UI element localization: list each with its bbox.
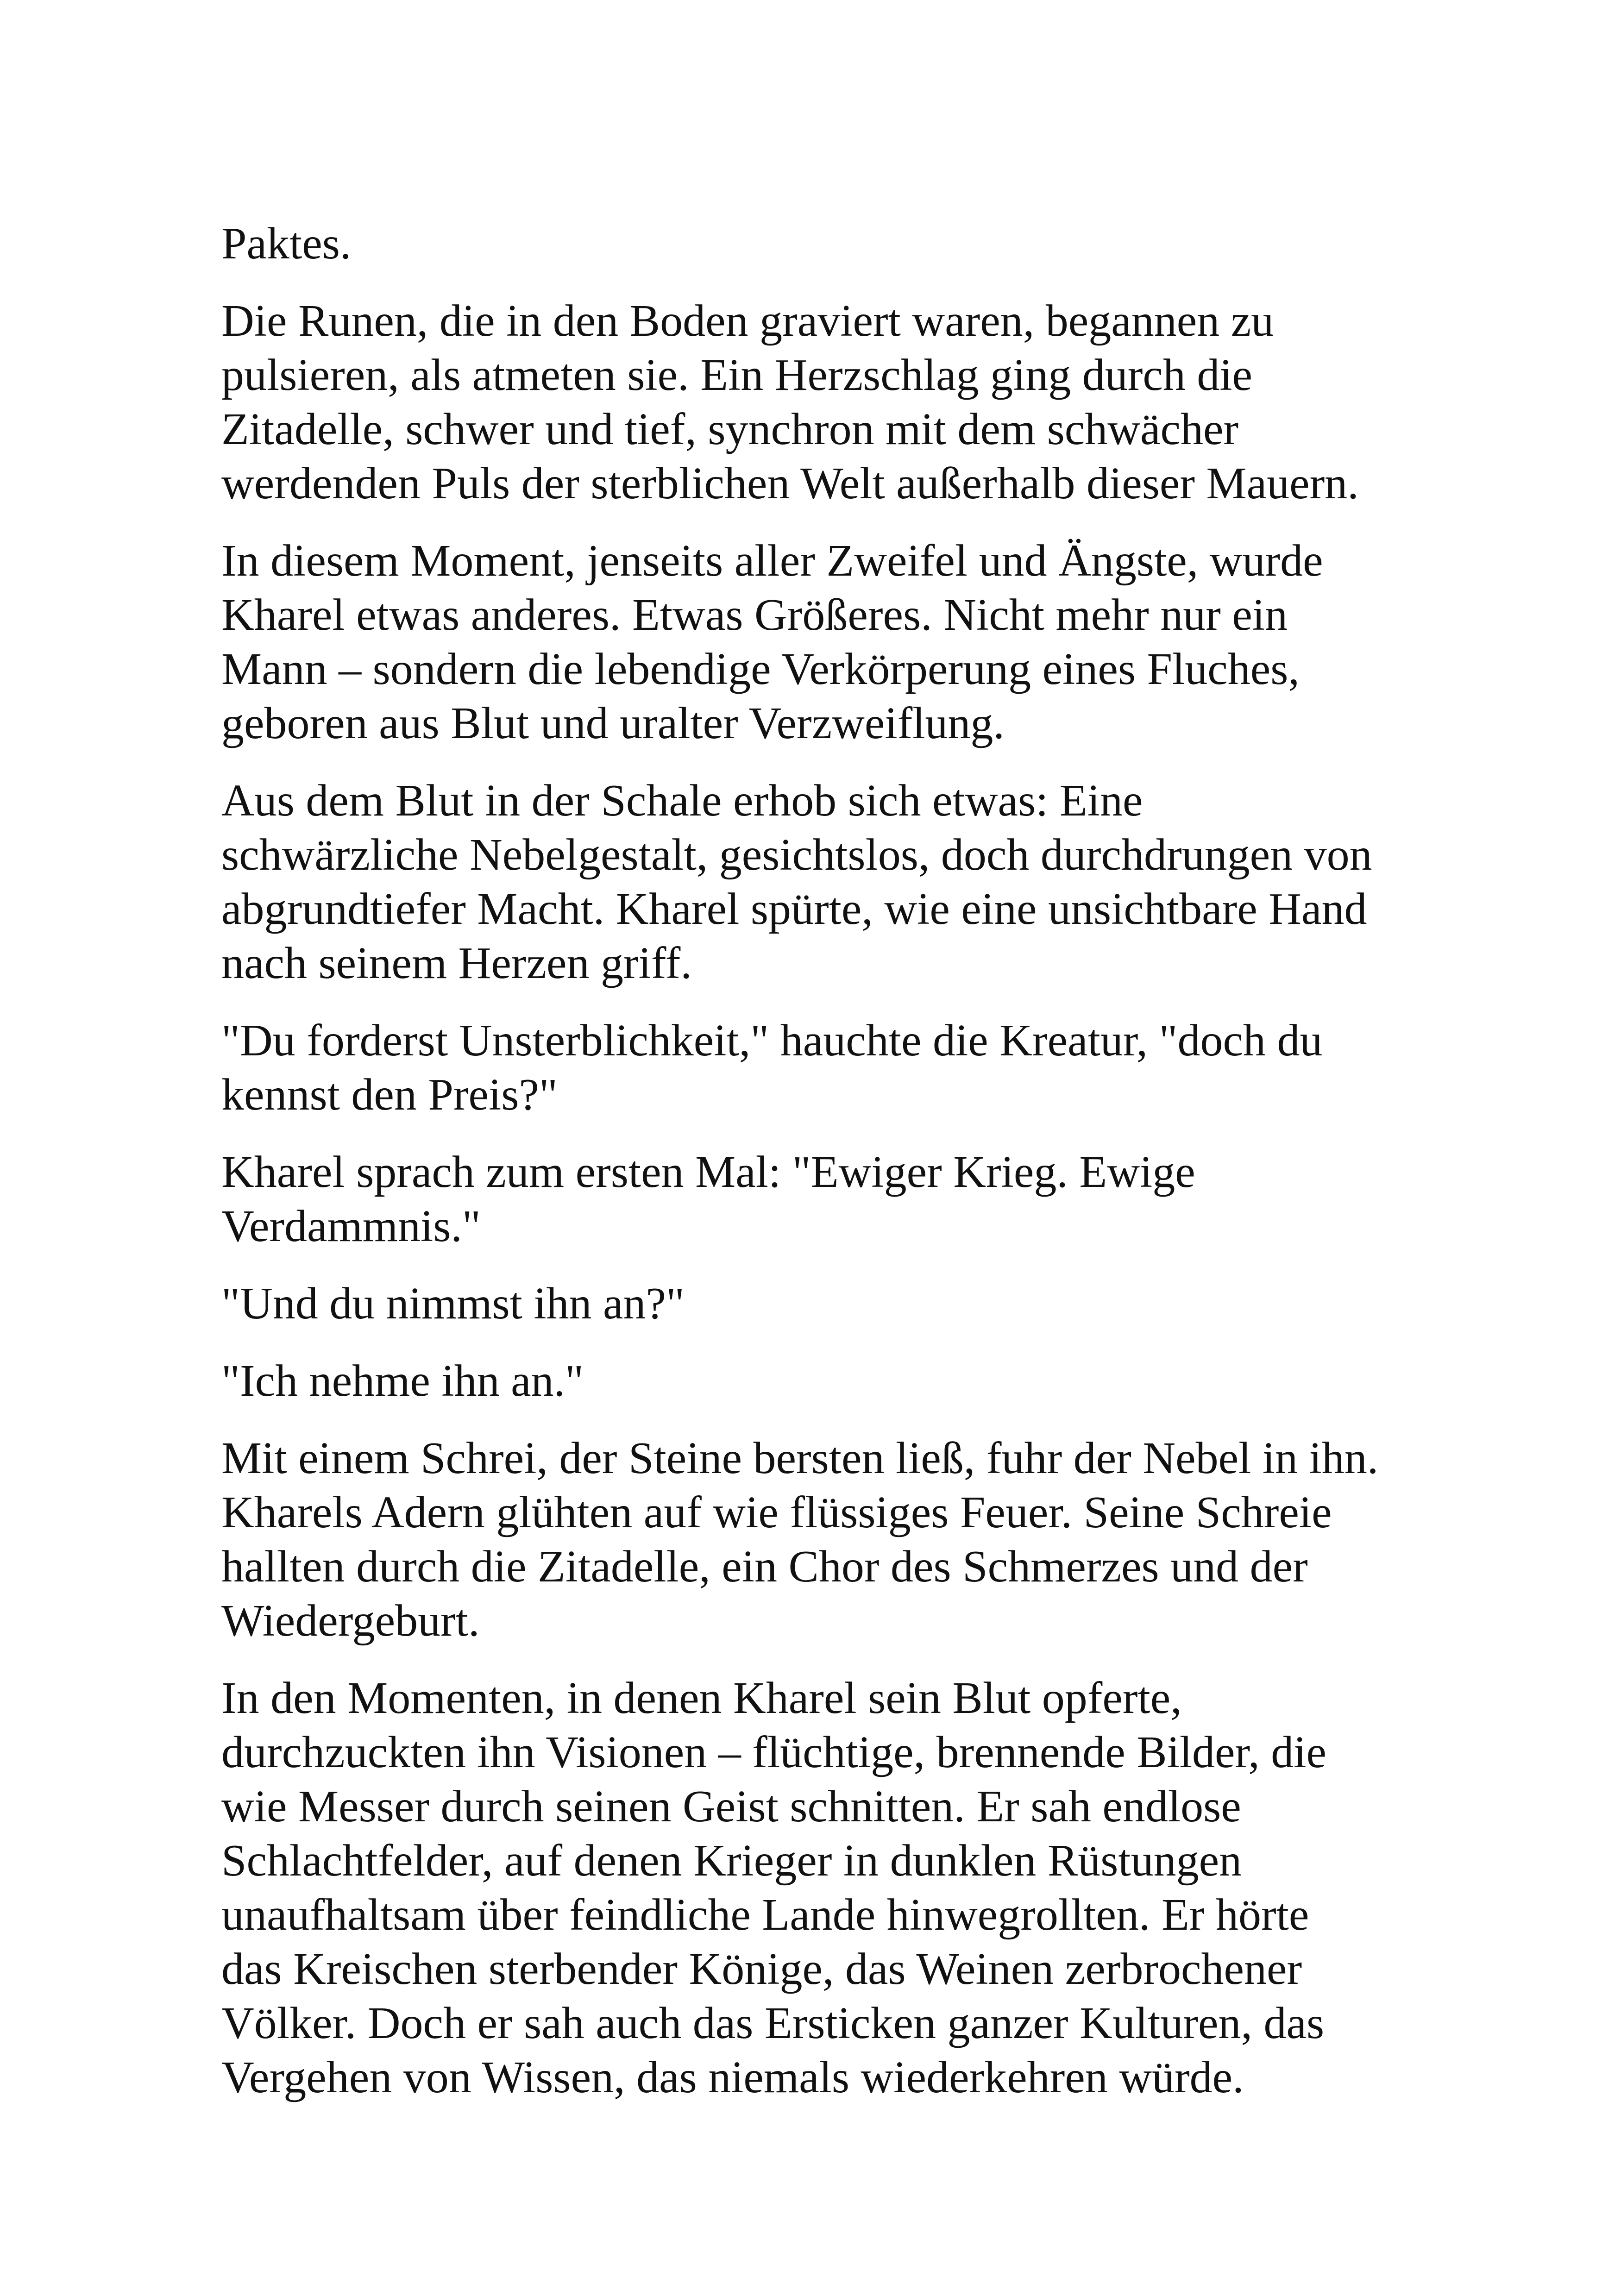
- paragraph-3: In diesem Moment, jenseits aller Zweifel und Ängste, wurde Kharel etwas anderes. Etwas Größeres. Nicht mehr nur ein Mann – sondern die lebendige Verkörperung eines Fluches, geboren aus Blut und uralter Verzweiflung.: [221, 536, 1323, 748]
- paragraph-5: "Du forderst Unsterblichkeit," hauchte die Kreatur, "doch du kennst den Preis?": [221, 1016, 1323, 1120]
- paragraph-2: Die Runen, die in den Boden graviert waren, begannen zu pulsieren, als atmeten sie. Ein Herzschlag ging durch die Zitadelle, schwer und tief, synchron mit dem schwächer werdenden Puls der sterblichen Welt außerhalb dieser Mauern.: [221, 296, 1359, 508]
- paragraph-10: In den Momenten, in denen Kharel sein Blut opferte, durchzuckten ihn Visionen – flüchtige, brennende Bilder, die wie Messer durch seinen Geist schnitten. Er sah endlose Schlachtfelder, auf denen Krieger in dunklen Rüstungen unaufhaltsam über feindliche Lande hinwegrollten. Er hörte das Kreischen sterbender Könige, das Weinen zerbrochener Völker. Doch er sah auch das Ersticken ganzer Kulturen, das Vergehen von Wissen, das niemals wiederkehren würde.: [221, 1673, 1326, 2102]
- paragraph-8: "Ich nehme ihn an.": [221, 1356, 584, 1406]
- body-text: [221, 217, 1426, 2128]
- paragraph-6: Kharel sprach zum ersten Mal: "Ewiger Krieg. Ewige Verdammnis.": [221, 1147, 1195, 1251]
- paragraph-4: Aus dem Blut in der Schale erhob sich etwas: Eine schwärzliche Nebelgestalt, gesichtslos, doch durchdrungen von abgrundtiefer Macht. Kharel spürte, wie eine unsichtbare Hand nach seinem Herzen griff.: [221, 776, 1372, 988]
- paragraph-7: "Und du nimmst ihn an?": [221, 1279, 685, 1329]
- paragraph-1: Paktes.: [221, 219, 352, 269]
- paragraph-9: Mit einem Schrei, der Steine bersten ließ, fuhr der Nebel in ihn. Kharels Adern glühten auf wie flüssiges Feuer. Seine Schreie hallten durch die Zitadelle, ein Chor des Schmerzes und der Wiedergeburt.: [221, 1433, 1379, 1646]
